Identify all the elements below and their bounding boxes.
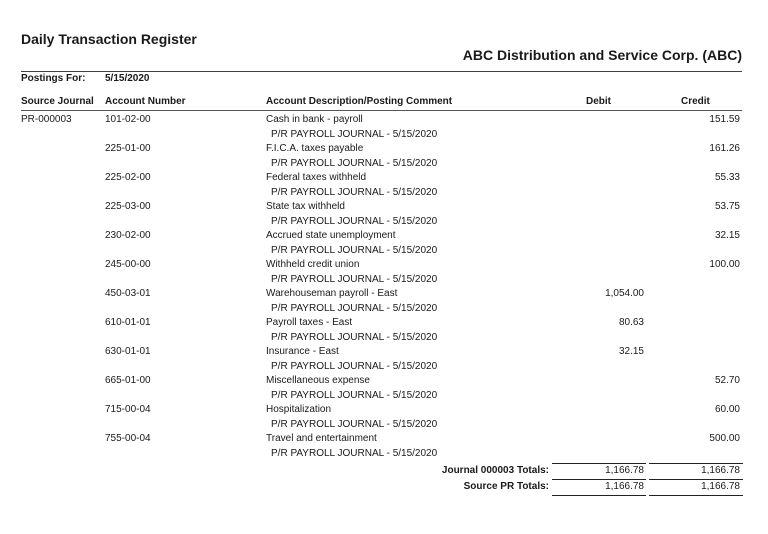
table-row	[0, 375, 768, 404]
row-posting-comment: P/R PAYROLL JOURNAL - 5/15/2020	[271, 215, 438, 227]
row-posting-comment: P/R PAYROLL JOURNAL - 5/15/2020	[271, 128, 438, 140]
table-row	[0, 433, 768, 462]
row-description: Federal taxes withheld	[266, 172, 367, 183]
row-credit: 60.00	[714, 404, 740, 415]
row-description: Payroll taxes - East	[266, 317, 353, 328]
row-description: Cash in bank - payroll	[266, 114, 363, 125]
source-credit-rule	[649, 479, 743, 480]
col-header-description: Account Description/Posting Comment	[266, 96, 453, 107]
col-header-debit: Debit	[586, 96, 611, 107]
row-posting-comment: P/R PAYROLL JOURNAL - 5/15/2020	[271, 389, 438, 401]
row-account-number: 630-01-01	[105, 346, 151, 357]
table-row	[0, 143, 768, 172]
postings-label: Postings For:	[21, 73, 86, 84]
row-posting-comment: P/R PAYROLL JOURNAL - 5/15/2020	[271, 157, 438, 169]
journal-totals-debit: 1,166.78	[605, 465, 644, 476]
row-description: Accrued state unemployment	[266, 230, 396, 241]
row-account-number: 450-03-01	[105, 288, 151, 299]
postings-date: 5/15/2020	[105, 73, 150, 84]
column-header-divider	[21, 110, 742, 111]
transaction-rows	[0, 114, 768, 462]
row-posting-comment: P/R PAYROLL JOURNAL - 5/15/2020	[271, 331, 438, 343]
row-description: Insurance - East	[266, 346, 339, 357]
table-row	[0, 259, 768, 288]
row-debit: 1,054.00	[605, 288, 644, 299]
row-posting-comment: P/R PAYROLL JOURNAL - 5/15/2020	[271, 447, 438, 459]
row-debit: 32.15	[618, 346, 644, 357]
row-account-number: 755-00-04	[105, 433, 151, 444]
journal-totals-credit: 1,166.78	[701, 465, 740, 476]
source-debit-rule	[552, 479, 646, 480]
row-account-number: 101-02-00	[105, 114, 151, 125]
row-description: Withheld credit union	[266, 259, 360, 270]
row-account-number: 225-01-00	[105, 143, 151, 154]
journal-debit-rule	[552, 463, 646, 464]
table-row	[0, 172, 768, 201]
report-title: Daily Transaction Register	[21, 31, 197, 47]
row-account-number: 225-02-00	[105, 172, 151, 183]
row-source-journal: PR-000003	[21, 114, 72, 125]
row-account-number: 665-01-00	[105, 375, 151, 386]
source-totals-debit: 1,166.78	[605, 481, 644, 492]
row-description: Miscellaneous expense	[266, 375, 370, 386]
source-credit-underline	[649, 495, 743, 496]
postings-for	[21, 73, 150, 84]
source-totals-row	[0, 481, 768, 495]
row-credit: 53.75	[714, 201, 740, 212]
col-header-source-journal: Source Journal	[21, 96, 94, 107]
row-description: F.I.C.A. taxes payable	[266, 143, 364, 154]
row-posting-comment: P/R PAYROLL JOURNAL - 5/15/2020	[271, 418, 438, 430]
col-header-credit: Credit	[681, 96, 710, 107]
row-description: Warehouseman payroll - East	[266, 288, 398, 299]
row-credit: 151.59	[709, 114, 740, 125]
source-totals-label: Source PR Totals:	[463, 481, 549, 492]
row-debit: 80.63	[618, 317, 644, 328]
row-posting-comment: P/R PAYROLL JOURNAL - 5/15/2020	[271, 302, 438, 314]
row-credit: 55.33	[714, 172, 740, 183]
col-header-account-number: Account Number	[105, 96, 186, 107]
row-account-number: 225-03-00	[105, 201, 151, 212]
row-posting-comment: P/R PAYROLL JOURNAL - 5/15/2020	[271, 273, 438, 285]
journal-totals-label: Journal 000003 Totals:	[441, 465, 549, 476]
row-credit: 32.15	[714, 230, 740, 241]
row-credit: 500.00	[709, 433, 740, 444]
row-description: Hospitalization	[266, 404, 332, 415]
table-row	[0, 288, 768, 317]
journal-credit-rule	[649, 463, 743, 464]
table-row	[0, 201, 768, 230]
row-account-number: 245-00-00	[105, 259, 151, 270]
journal-totals-row	[0, 465, 768, 479]
row-description: Travel and entertainment	[266, 433, 377, 444]
row-account-number: 230-02-00	[105, 230, 151, 241]
row-description: State tax withheld	[266, 201, 345, 212]
row-credit: 100.00	[709, 259, 740, 270]
row-credit: 52.70	[714, 375, 740, 386]
row-account-number: 610-01-01	[105, 317, 151, 328]
table-row	[0, 114, 768, 143]
table-row	[0, 230, 768, 259]
header-divider	[21, 71, 742, 72]
table-row	[0, 346, 768, 375]
table-row	[0, 404, 768, 433]
source-debit-underline	[552, 495, 646, 496]
row-posting-comment: P/R PAYROLL JOURNAL - 5/15/2020	[271, 244, 438, 256]
table-row	[0, 317, 768, 346]
row-account-number: 715-00-04	[105, 404, 151, 415]
source-totals-credit: 1,166.78	[701, 481, 740, 492]
row-credit: 161.26	[709, 143, 740, 154]
company-name: ABC Distribution and Service Corp. (ABC)	[462, 47, 742, 63]
row-posting-comment: P/R PAYROLL JOURNAL - 5/15/2020	[271, 360, 438, 372]
row-posting-comment: P/R PAYROLL JOURNAL - 5/15/2020	[271, 186, 438, 198]
